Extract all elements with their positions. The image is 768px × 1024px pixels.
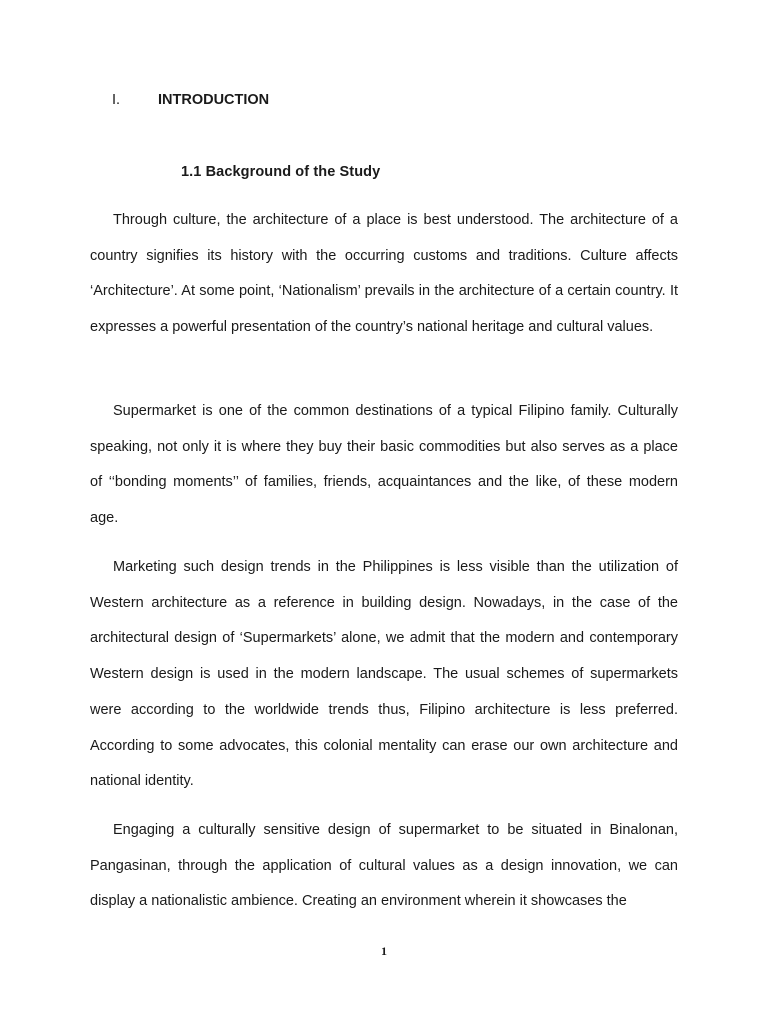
section-title: INTRODUCTION: [158, 92, 270, 108]
page-number: 1: [381, 944, 387, 958]
paragraph-text: Marketing such design trends in the Philippines is less visible than the utilization of Western architecture as a reference in building design. Nowadays, in the case of the architectural design of ‘Supermarkets’ alone, we admit that the modern and contemporary Western design is used in the modern landscape. The usual schemes of supermarkets were according to the worldwide trends thus, Filipino architecture is less preferred. According to some advocates, this colonial mentality can erase our own architecture and national identity.: [90, 559, 678, 790]
paragraph-design-trends: [90, 550, 678, 800]
paragraph-binalonan: [90, 813, 678, 920]
section-number: I.: [112, 92, 121, 108]
paragraph-text: Engaging a culturally sensitive design of supermarket to be situated in Binalonan, Pangasinan, through the application of cultural values as a design innovation, we can display a nationalistic ambience. Creating an environment wherein it showcases the: [90, 822, 678, 910]
paragraph-supermarket: [90, 394, 678, 537]
subsection-heading: 1.1 Background of the Study: [181, 164, 381, 180]
section-heading: [112, 92, 269, 108]
paragraph-text: Through culture, the architecture of a place is best understood. The architecture of a country signifies its history with the occurring customs and traditions. Culture affects ‘Architecture’. At some point, ‘Nationalism’ prevails in the architecture of a certain country. It expresses a powerful presentation of the country’s national heritage and cultural values.: [90, 212, 678, 336]
paragraph-text: Supermarket is one of the common destinations of a typical Filipino family. Culturally speaking, not only it is where they buy their basic commodities but also serves as a place of ‘‘bonding moments’’ of families, friends, acquaintances and the like, of these modern age.: [90, 403, 678, 527]
paragraph-culture-architecture: [90, 203, 678, 346]
